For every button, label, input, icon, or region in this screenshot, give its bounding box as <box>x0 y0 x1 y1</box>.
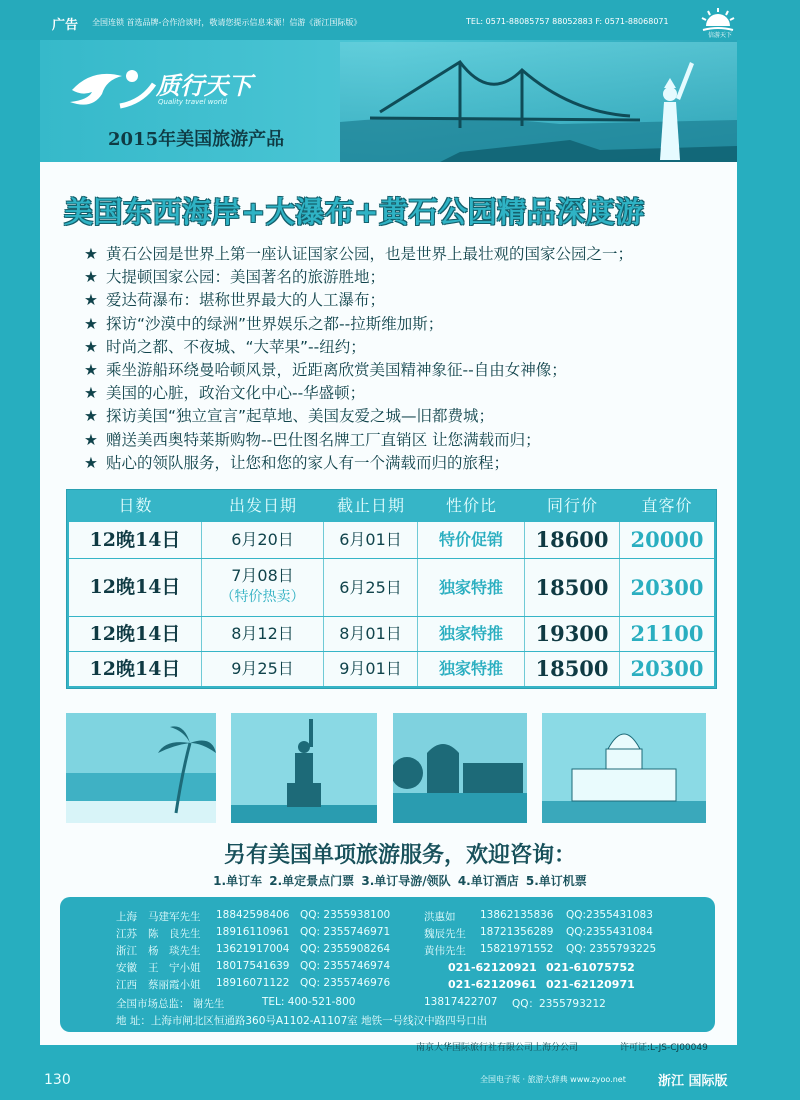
address: 地 址：上海市闸北区恒通路360号A1102-A1107室 地铁一号线汉中路四号口出 <box>116 1015 488 1027</box>
contact-phone: 18721356289 <box>480 926 554 938</box>
cell-days: 12晚14日 <box>69 559 202 616</box>
supervisor-qq: QQ：2355793212 <box>512 998 606 1010</box>
ad-text: 全国连锁 首选品牌-合作洽谈时，敬请您提示信息来源！信游《浙江国际版》 <box>92 18 362 27</box>
features-list <box>84 243 724 475</box>
ad-tag: 广告 <box>52 18 79 33</box>
palace-photo <box>393 713 527 823</box>
contact-name: 黄伟先生 <box>424 945 466 957</box>
contact-phone: 15821971552 <box>480 943 554 955</box>
contact-qq: QQ: 2355793225 <box>566 943 657 955</box>
cell-tag: 特价促销 <box>418 522 525 558</box>
office-phone: 021-61075752 <box>546 961 635 974</box>
license-number: 许可证:L-JS-CJ00049 <box>620 1043 708 1053</box>
table-row <box>69 617 714 651</box>
contact-name: 杨 琰先生 <box>148 945 201 957</box>
brand-small-label: 信游天下 <box>707 32 732 39</box>
supervisor-tel: TEL: 400-521-800 <box>262 996 356 1008</box>
cell-direct-price: 21100 <box>630 621 704 646</box>
services-list: 1.单订车 2.单定景点门票 3.单订导游/领队 4.单订酒店 5.单订机票 <box>213 874 587 888</box>
cell-days: 12晚14日 <box>69 652 202 686</box>
capitol-photo <box>542 713 706 823</box>
magazine-name: 浙江 国际版 <box>658 1074 728 1089</box>
supervisor-label: 全国市场总监： 谢先生 <box>116 998 225 1010</box>
site-info: 全国电子版 · 旅游大辞典 www.zyoo.net <box>480 1075 626 1084</box>
contact-name: 陈 良先生 <box>148 928 201 940</box>
cell-peer-price: 19300 <box>525 617 620 651</box>
consult-title: 另有美国单项旅游服务，欢迎咨询： <box>223 843 576 868</box>
table-row <box>69 559 714 616</box>
contact-name: 洪惠如 <box>424 911 456 923</box>
supervisor-mobile: 13817422707 <box>424 996 498 1008</box>
cell-tag: 独家特推 <box>418 617 525 651</box>
col-header-direct-price: 直客价 <box>641 496 693 515</box>
feature-item: ★ 大提顿国家公园：美国著名的旅游胜地； <box>84 266 724 289</box>
star-icon: ★ <box>84 268 98 287</box>
contact-city: 江苏 <box>116 928 137 940</box>
contact-qq: QQ: 2355938100 <box>300 909 391 921</box>
star-icon: ★ <box>84 384 98 403</box>
contact-phone: 13621917004 <box>216 943 290 955</box>
contact-city: 上海 <box>116 911 137 923</box>
feature-item: ★ 美国的心脏，政治文化中心--华盛顿； <box>84 382 724 405</box>
logo-text: 质行天下 <box>156 72 252 100</box>
cell-depart: 7月08日 <box>231 566 294 585</box>
contact-name: 蔡丽霞小姐 <box>148 979 201 991</box>
contact-qq: QQ:2355431083 <box>566 909 653 921</box>
cell-peer-price: 18600 <box>525 522 620 558</box>
cell-depart: 9月25日 <box>202 652 324 686</box>
cell-direct-price: 20300 <box>630 575 704 600</box>
col-header-value: 性价比 <box>445 496 497 515</box>
cell-peer-price: 18500 <box>525 652 620 686</box>
statue-of-liberty-photo <box>231 713 377 823</box>
star-icon: ★ <box>84 453 98 472</box>
contact-city: 江西 <box>116 979 137 991</box>
star-icon: ★ <box>84 245 98 263</box>
contact-phone: 18017541639 <box>216 960 290 972</box>
cell-deadline: 6月01日 <box>324 522 418 558</box>
cell-tag: 独家特推 <box>418 652 525 686</box>
cell-deadline: 6月25日 <box>324 559 418 616</box>
feature-item: ★ 黄石公园是世界上第一座认证国家公园，也是世界上最壮观的国家公园之一； <box>84 243 724 266</box>
contact-qq: QQ:2355431084 <box>566 926 653 938</box>
ad-contact-tel: TEL: 0571-88085757 88052883 F: 0571-88068071 <box>466 17 669 26</box>
cell-depart: 6月20日 <box>202 522 324 558</box>
contact-qq: QQ: 2355746976 <box>300 977 391 989</box>
contact-name: 马建军先生 <box>148 911 201 923</box>
office-phone: 021-62120961 <box>448 978 537 991</box>
cell-depart-note: （特价热卖） <box>220 589 305 605</box>
contact-name: 魏辰先生 <box>424 928 466 940</box>
cell-depart: 8月12日 <box>202 617 324 651</box>
col-header-peer-price: 同行价 <box>546 496 598 515</box>
logo-subtitle: Quality travel world <box>158 98 228 106</box>
cell-depart-group <box>202 559 324 616</box>
star-icon: ★ <box>84 430 98 449</box>
star-icon: ★ <box>84 291 98 310</box>
star-icon: ★ <box>84 360 98 379</box>
feature-item: ★ 贴心的领队服务，让您和您的家人有一个满载而归的旅程； <box>84 452 724 475</box>
office-phone: 021-62120921 <box>448 961 537 974</box>
star-icon: ★ <box>84 314 98 333</box>
table-row <box>69 522 714 558</box>
contact-phone: 18842598406 <box>216 909 290 921</box>
cell-days: 12晚14日 <box>69 617 202 651</box>
contact-qq: QQ: 2355908264 <box>300 943 391 955</box>
product-year-title: 2015年美国旅游产品 <box>108 129 285 150</box>
landmarks-banner-image <box>340 42 737 162</box>
contact-qq: QQ: 2355746971 <box>300 926 391 938</box>
feature-item: ★ 乘坐游船环绕曼哈顿风景，近距离欣赏美国精神象征--自由女神像； <box>84 359 724 382</box>
cell-deadline: 8月01日 <box>324 617 418 651</box>
contact-name: 王 宁小姐 <box>148 962 201 974</box>
col-header-days: 日数 <box>118 496 153 515</box>
contact-city: 安徽 <box>116 962 137 974</box>
company-name: 南京大华国际旅行社有限公司上海分公司 <box>416 1043 579 1053</box>
contact-qq: QQ: 2355746974 <box>300 960 391 972</box>
cell-direct-price: 20300 <box>630 656 704 681</box>
contact-phone: 18916071122 <box>216 977 290 989</box>
cell-days: 12晚14日 <box>69 522 202 558</box>
cell-tag: 独家特推 <box>418 559 525 616</box>
table-row <box>69 652 714 686</box>
contact-city: 浙江 <box>116 945 137 957</box>
tour-title: 美国东西海岸+大瀑布+黄石公园精品深度游 <box>64 195 645 229</box>
star-icon: ★ <box>84 407 98 426</box>
contact-phone: 13862135836 <box>480 909 554 921</box>
page-number: 130 <box>44 1072 71 1088</box>
feature-item: ★ 时尚之都、不夜城、“大苹果”--纽约； <box>84 336 724 359</box>
cell-direct-price: 20000 <box>630 527 704 552</box>
feature-item: ★ 探访美国“独立宣言”起草地、美国友爱之城—旧都费城； <box>84 405 724 428</box>
cell-peer-price: 18500 <box>525 559 620 616</box>
office-phone: 021-62120971 <box>546 978 635 991</box>
contact-phone: 18916110961 <box>216 926 290 938</box>
star-icon: ★ <box>84 337 98 356</box>
feature-item: ★ 赠送美西奥特莱斯购物--巴仕图名牌工厂直销区 让您满载而归； <box>84 429 724 452</box>
feature-item: ★ 探访“沙漠中的绿洲”世界娱乐之都--拉斯维加斯； <box>84 313 724 336</box>
col-header-depart: 出发日期 <box>228 496 297 515</box>
cell-deadline: 9月01日 <box>324 652 418 686</box>
feature-item: ★ 爱达荷瀑布：堪称世界最大的人工瀑布； <box>84 289 724 312</box>
col-header-deadline: 截止日期 <box>336 496 405 515</box>
beach-photo <box>66 713 216 823</box>
